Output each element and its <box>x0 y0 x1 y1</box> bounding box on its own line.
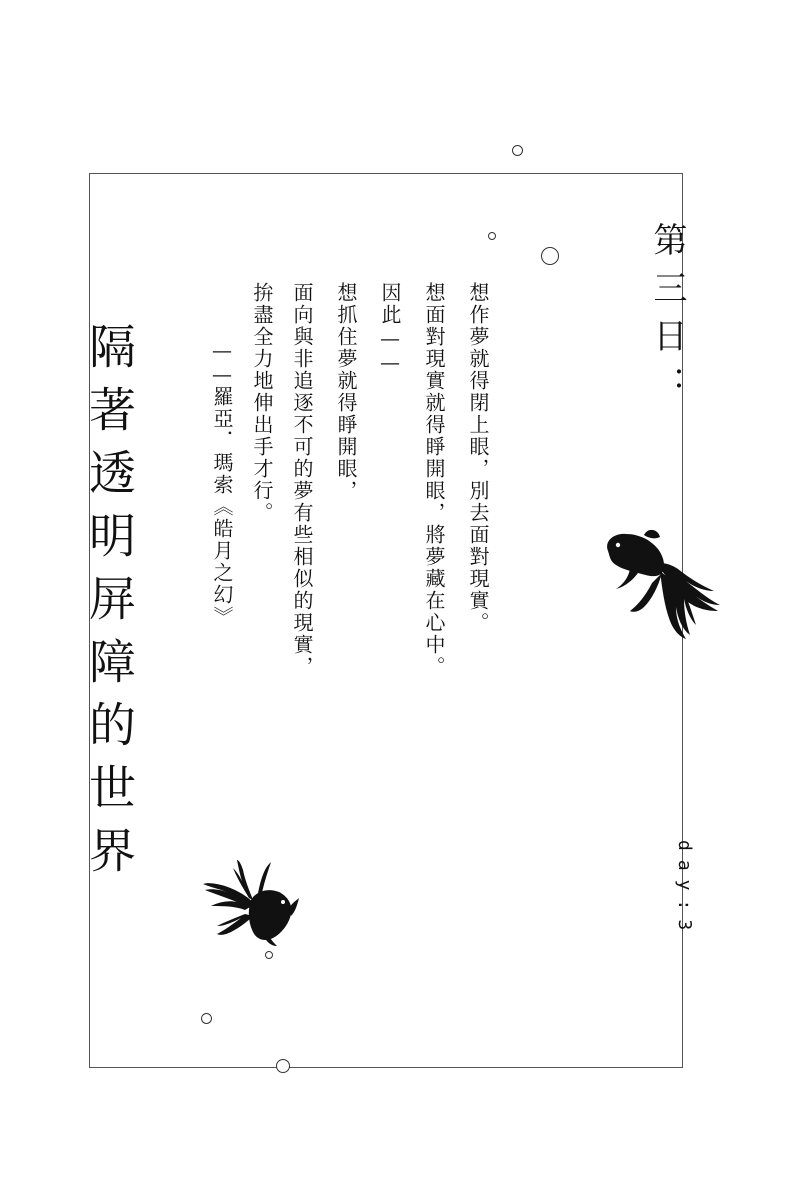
goldfish-silhouette-icon <box>600 525 725 640</box>
chapter-heading: 第三日： <box>647 222 687 414</box>
quote-line: 拚盡全力地伸出手才行。 <box>250 282 274 524</box>
quote-line: 想面對現實就得睜開眼，將夢藏在心中。 <box>422 282 446 678</box>
day-label: day:3 <box>674 840 695 940</box>
goldfish-silhouette-icon <box>203 860 299 946</box>
attribution-dash: —— <box>210 338 234 386</box>
bubble-icon <box>201 1013 212 1024</box>
bubble-icon <box>512 145 523 156</box>
quote-attribution <box>212 338 232 628</box>
page-title: 隔著透明屏障的世界 <box>81 322 136 889</box>
quote-line <box>380 282 400 374</box>
quote-line: 面向與非追逐不可的夢有些相似的現實， <box>290 282 314 678</box>
quote-line: 想抓住夢就得睜開眼， <box>334 282 358 502</box>
quote-line: 想作夢就得閉上眼，別去面對現實。 <box>466 282 490 634</box>
quote-dash: —— <box>378 326 402 374</box>
bubble-icon <box>488 232 496 240</box>
attribution-text: 羅亞．瑪索《皓月之幻》 <box>210 386 234 628</box>
bubble-icon <box>541 247 559 265</box>
bubble-icon <box>276 1059 290 1073</box>
bubble-icon <box>265 951 273 959</box>
quote-line-text: 因此 <box>378 282 402 326</box>
